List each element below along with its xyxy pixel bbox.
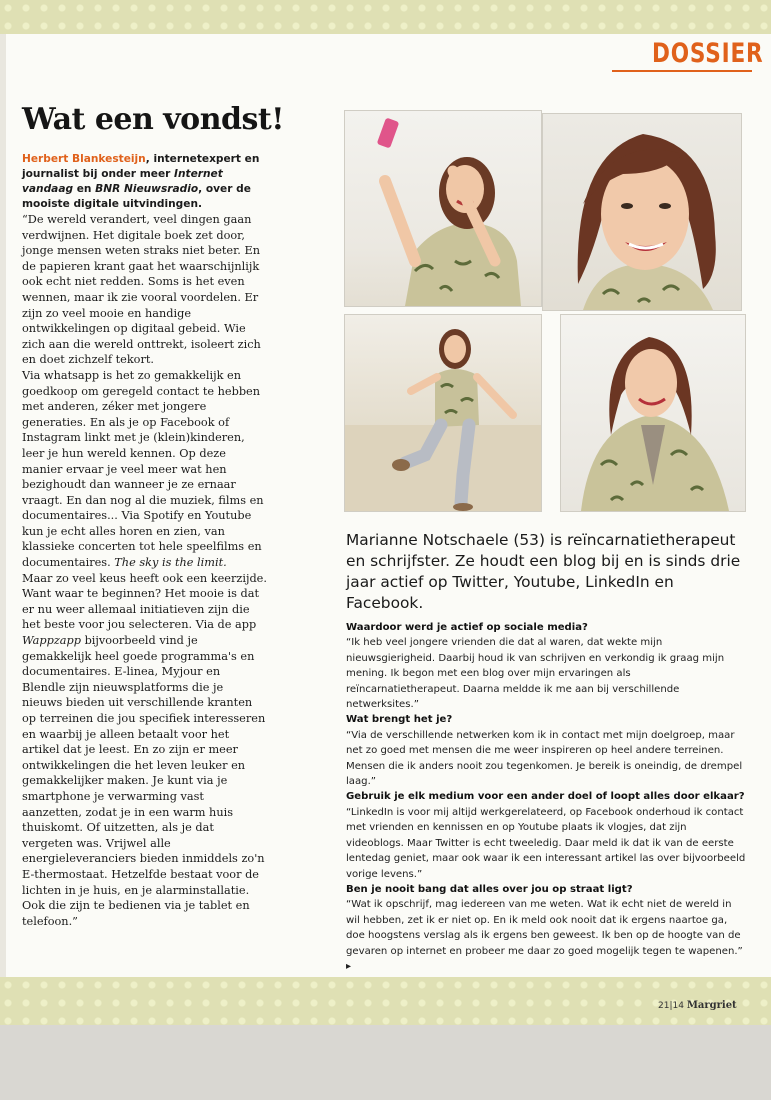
magazine-name: Margriet bbox=[686, 1000, 737, 1011]
question-3: Gebruik je elk medium voor een ander doel of loopt alles door elkaar? bbox=[346, 791, 745, 803]
beach-illustration bbox=[345, 315, 541, 511]
portrait-illustration bbox=[543, 114, 741, 310]
section-label: DOSSIER bbox=[652, 38, 764, 69]
author-name: Herbert Blankesteijn bbox=[22, 153, 146, 165]
question-1: Waardoor werd je actief op sociale media? bbox=[346, 622, 588, 633]
question-2: Wat brengt het je? bbox=[346, 714, 453, 726]
page-number: 21|14 bbox=[658, 1001, 684, 1011]
article-intro bbox=[22, 152, 267, 212]
photo-portrait-seated bbox=[560, 314, 746, 512]
question-4: Ben je nooit bang dat alles over jou op straat ligt? bbox=[346, 883, 633, 895]
answer-1: “Ik heb veel jongere vrienden die dat al waren, dat wekte mijn nieuwsgierigheid. Daarbij houd ik van schrijven en verkondig ik graag mijn mening. Ik begon met een blog over mijn ervaringen als reïncarnatietherapeut. Daarna meldde ik me aan bij verschillende netwerksites.” bbox=[346, 637, 725, 711]
paragraph-3-text-b: bijvoorbeeld vind je gemakkelijk heel goede programma's en documentaires. E-linea, Myjour en Blendle zijn nieuwsplatforms die je nieuws bieden uit verschillende kranten op terreinen die jou specifiek interesseren en waarbij je alleen betaalt voor het artikel dat je leest. En zo zijn er meer ontwikkelingen die het leven leuker en gemakkelijker maken. Je kunt via je smartphone je verwarming vast aanzetten, zodat je in een warm huis thuiskomt. Of uitzetten, als je dat vergeten was. Vrijwel alle energieleveranciers bieden inmiddels zo'n E-thermostaat. Hetzelfde bestaat voor de lichten in je huis, en je alarminstallatie. Ook die zijn te bedienen via je tablet en telefoon.” bbox=[22, 634, 266, 928]
intro-text: , internetexpert en journalist bij onder meer bbox=[22, 153, 260, 180]
photo-portrait-closeup bbox=[542, 113, 742, 311]
page-footer bbox=[658, 1000, 737, 1011]
answer-3: “LinkedIn is voor mij altijd werkgerelateerd, op Facebook onderhoud ik contact met vrienden en kennissen en op Youtube plaats ik vlogjes, dat zijn videoblogs. Maar Twitter is echt tweeledig. Daar meld ik dat ik van de eerste lentedag geniet, maar ook waar ik een interessant artikel las over bijvoorbeeld vorige levens.” bbox=[346, 806, 746, 880]
answer-4: “Wat ik opschrijf, mag iedereen van me weten. Wat ik echt niet de wereld in wil hebben, zet ik er niet op. En ik meld ook nooit dat ik ergens naartoe ga, doe hoogstens verslag als ik ergens ben geweest. Ik ben op de hoogte van de gevaren op internet en probeer me daar zo goed mogelijk tegen te wapenen.” ▸ bbox=[346, 899, 743, 972]
selfie-illustration bbox=[345, 111, 541, 306]
paragraph-2-italic: The sky is the limit. bbox=[114, 556, 227, 570]
paragraph-2-text: Via whatsapp is het zo gemakkelijk en goedkoop om geregeld contact te hebben met anderen, zéker met jongere generaties. En als je op Facebook of Instagram linkt met je (klein)kinderen, leer je hun wereld kennen. Op deze manier ervaar je veel meer wat hen bezighoudt dan wanneer je ze ernaar vraagt. En dan nog al die muziek, films en documentaires... Via Spotify en Youtube kun je echt alles horen en zien, van klassieke concerten tot hele speelfilms en documentaires. bbox=[22, 368, 264, 570]
paragraph-3-text-a: Maar zo veel keus heeft ook een keerzijde. Want waar te beginnen? Het mooie is dat er nu weer allemaal initiatieven zijn die het beste voor jou selecteren. Via de app bbox=[22, 571, 267, 632]
intro-end: , over de mooiste digitale uitvindingen. bbox=[22, 183, 251, 210]
article-paragraph-2 bbox=[22, 368, 267, 571]
decorative-top-band bbox=[0, 0, 771, 34]
section-rule bbox=[612, 70, 752, 72]
article-paragraph-1: “De wereld verandert, veel dingen gaan verdwijnen. Het digitale boek zet door, jonge mensen weten straks niet beter. En de papieren krant gaat het waarschijnlijk ook echt niet redden. Soms is het even wennen, maar ik zie vooral voordelen. Er zijn zo veel mooie en handige ontwikkelingen op digitaal gebeid. Wie zich aan die wereld onttrekt, isoleert zich en doet zichzelf tekort. bbox=[22, 213, 261, 367]
app-name: Wappzapp bbox=[22, 634, 81, 648]
seated-illustration bbox=[561, 315, 745, 511]
show-name: Internet vandaag bbox=[22, 168, 223, 195]
photo-caption: Marianne Notschaele (53) is reïncarnatietherapeut en schrijfster. Ze houdt een blog bij en is sinds drie jaar actief op Twitter, Youtube, LinkedIn en Facebook. bbox=[346, 531, 741, 612]
photo-beach-jump bbox=[344, 314, 542, 512]
decorative-bottom-band bbox=[0, 977, 771, 1025]
answer-2: “Via de verschillende netwerken kom ik in contact met mijn doelgroep, maar net zo goed met mensen die me weer inspireren op heel andere terreinen. Mensen die ik anders nooit zou tegenkomen. Je bereik is oneindig, de drempel laag.” bbox=[346, 729, 743, 788]
intro-and: en bbox=[73, 183, 96, 195]
article-headline: Wat een vondst! bbox=[22, 102, 284, 137]
photo-grid bbox=[344, 110, 744, 510]
scan-background bbox=[0, 1025, 771, 1100]
photo-selfie bbox=[344, 110, 542, 307]
article-column bbox=[22, 152, 267, 929]
article-paragraph-3 bbox=[22, 571, 267, 930]
interview-qa bbox=[346, 620, 746, 974]
station-name: BNR Nieuwsradio bbox=[95, 183, 199, 195]
